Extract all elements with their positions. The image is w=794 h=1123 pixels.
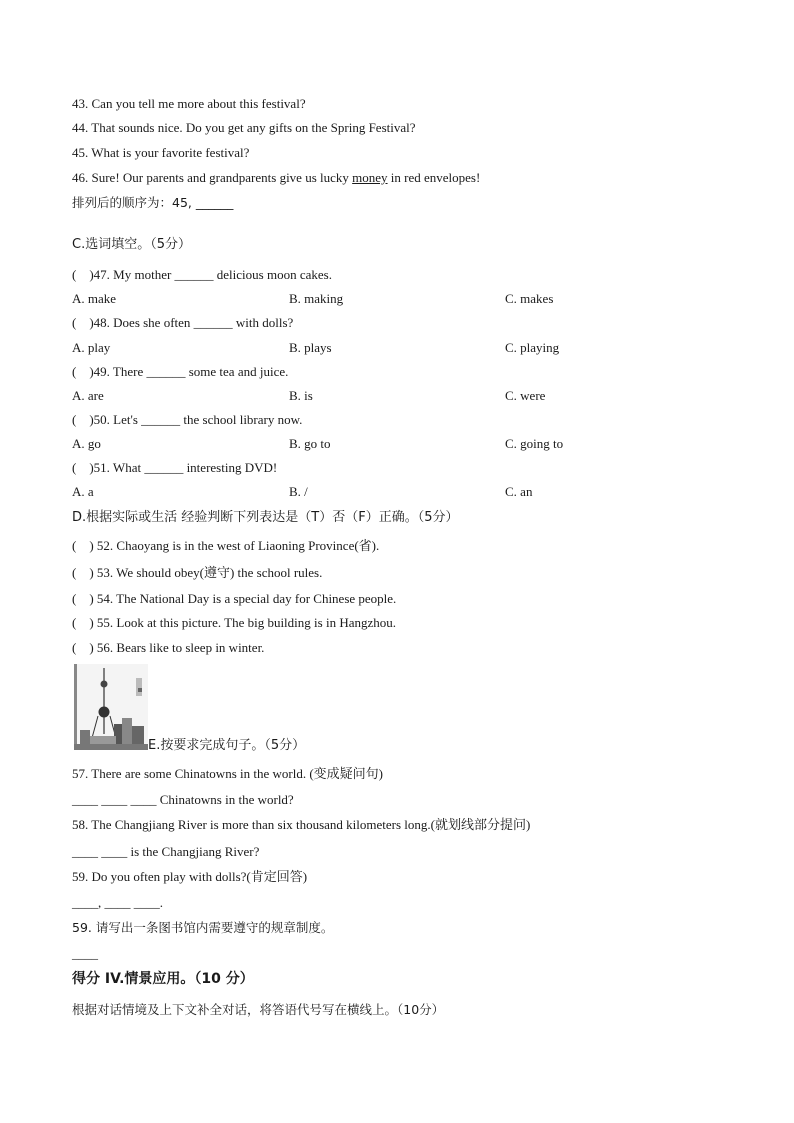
q50-option-b: B. go to xyxy=(289,436,331,451)
question-47: ( )47. My mother ______ delicious moon cakes. xyxy=(72,267,332,282)
statement-53: ( ) 53. We should obey(遵守) the school rules. xyxy=(72,565,323,580)
item-43: 43. Can you tell me more about this festival? xyxy=(72,96,306,111)
q47-option-c: C. makes xyxy=(505,291,554,306)
answer-58: ____ ____ is the Changjiang River? xyxy=(72,844,260,859)
q49-option-a: A. are xyxy=(72,388,104,403)
item-44: 44. That sounds nice. Do you get any gifts on the Spring Festival? xyxy=(72,120,416,135)
q47-option-b: B. making xyxy=(289,291,344,306)
q50-option-a: A. go xyxy=(72,436,101,451)
question-59: 59. Do you often play with dolls?(肯定回答) xyxy=(72,869,308,884)
skyline-photo xyxy=(74,664,148,750)
section-d-title: D.根据实际或生活 经验判断下列表达是（T）否（F）正确。（5分） xyxy=(72,510,459,525)
item-46-post: in red envelopes! xyxy=(387,170,481,185)
statement-54: ( ) 54. The National Day is a special day for Chinese people. xyxy=(72,591,397,606)
question-50: ( )50. Let's ______ the school library now. xyxy=(72,412,303,427)
section-c-title: C.选词填空。（5分） xyxy=(72,237,191,252)
q48-option-b: B. plays xyxy=(289,340,332,355)
question-49: ( )49. There ______ some tea and juice. xyxy=(72,364,289,379)
q49-option-c: C. were xyxy=(505,388,546,403)
answer-59: ____, ____ ____. xyxy=(72,895,163,910)
q51-option-b: B. / xyxy=(289,484,308,499)
q48-option-c: C. playing xyxy=(505,340,560,355)
question-48: ( )48. Does she often ______ with dolls? xyxy=(72,315,294,330)
item-46 xyxy=(72,170,480,186)
q48-option-a: A. play xyxy=(72,340,111,355)
q51-option-c: C. an xyxy=(505,484,533,499)
question-58: 58. The Changjiang River is more than six thousand kilometers long.(就划线部分提问) xyxy=(72,817,531,832)
q47-option-a: A. make xyxy=(72,291,117,306)
answer-59b: ____ xyxy=(72,946,98,961)
question-51: ( )51. What ______ interesting DVD! xyxy=(72,460,278,475)
statement-55: ( ) 55. Look at this picture. The big building is in Hangzhou. xyxy=(72,615,396,630)
item-46-pre: 46. Sure! Our parents and grandparents give us lucky xyxy=(72,170,353,185)
q50-option-c: C. going to xyxy=(505,436,564,451)
q49-option-b: B. is xyxy=(289,388,313,403)
section-iv-instruction: 根据对话情境及上下文补全对话，将答语代号写在横线上。（10分） xyxy=(72,1002,445,1017)
question-59b: 59. 请写出一条图书馆内需要遵守的规章制度。 xyxy=(72,920,334,935)
item-45: 45. What is your favorite festival? xyxy=(72,145,250,160)
statement-52: ( ) 52. Chaoyang is in the west of Liaoning Province(省). xyxy=(72,538,380,553)
answer-57: ____ ____ ____ Chinatowns in the world? xyxy=(72,792,294,807)
order-answer-line: 排列后的顺序为：45, ______ xyxy=(72,195,234,210)
item-46-underlined: money xyxy=(352,170,388,185)
section-iv-title: 得分 IV.情景应用。（10 分） xyxy=(72,971,254,987)
section-e-title: E.按要求完成句子。（5分） xyxy=(148,738,306,753)
statement-56: ( ) 56. Bears like to sleep in winter. xyxy=(72,640,265,655)
question-57: 57. There are some Chinatowns in the world. (变成疑问句) xyxy=(72,766,383,781)
q51-option-a: A. a xyxy=(72,484,94,499)
